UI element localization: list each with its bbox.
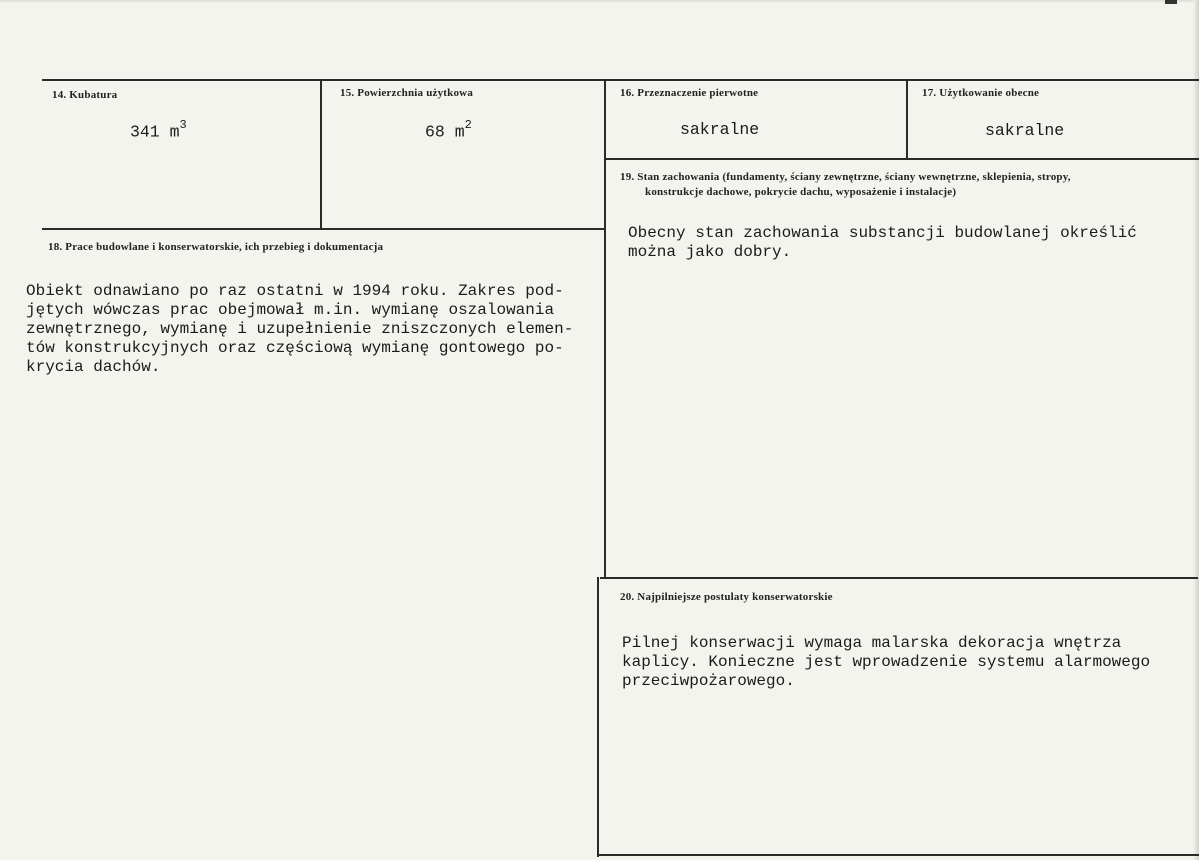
bottom-right-line <box>597 854 1199 856</box>
field-15-value <box>425 118 472 142</box>
line-above-19 <box>604 158 1199 160</box>
field-20-text <box>622 634 1150 691</box>
field-18-line: zewnętrznego, wymianę i uzupełnienie zniszczonych elemen- <box>26 320 574 338</box>
field-18-line: krycia dachów. <box>26 358 161 376</box>
field-19-text <box>628 224 1137 262</box>
field-16-label: 16. Przeznaczenie pierwotne <box>620 87 759 99</box>
field-19-line: można jako dobry. <box>628 243 792 261</box>
field-20-line: kaplicy. Konieczne jest wprowadzenie systemu alarmowego <box>622 653 1151 671</box>
field-14-exponent: 3 <box>179 118 187 132</box>
line-above-20 <box>600 577 1198 579</box>
field-19-label-line1: 19. Stan zachowania (fundamenty, ściany zewnętrzne, ściany wewnętrzne, sklepienia, stropy, <box>620 171 1071 183</box>
field-18-line: jętych wówczas prac obejmował m.in. wymianę oszalowania <box>26 301 555 319</box>
corner-mark <box>1165 0 1177 4</box>
divider-15-16 <box>604 79 606 579</box>
field-19-line: Obecny stan zachowania substancji budowlanej określić <box>628 224 1137 242</box>
top-border-line <box>42 79 1199 81</box>
field-17-value: sakralne <box>985 121 1065 140</box>
line-above-18 <box>42 228 605 230</box>
card-right-edge <box>1193 0 1199 860</box>
divider-14-15 <box>320 79 322 229</box>
divider-16-17 <box>906 79 908 159</box>
card-top-edge <box>0 0 1199 3</box>
field-18-line: tów konstrukcyjnych oraz częściową wymianę gontowego po- <box>26 339 564 357</box>
field-19-label-line2: konstrukcje dachowe, pokrycie dachu, wyposażenie i instalacje) <box>645 186 957 198</box>
divider-18-20 <box>597 577 599 857</box>
field-17-label: 17. Użytkowanie obecne <box>922 87 1040 99</box>
field-15-label: 15. Powierzchnia użytkowa <box>340 87 474 99</box>
field-14-number: 341 m <box>130 122 180 142</box>
field-20-label: 20. Najpilniejsze postulaty konserwatorskie <box>620 591 833 603</box>
field-18-label: 18. Prace budowlane i konserwatorskie, ich przebieg i dokumentacja <box>48 241 384 253</box>
field-16-value: sakralne <box>680 120 760 139</box>
field-20-line: Pilnej konserwacji wymaga malarska dekoracja wnętrza <box>622 634 1122 652</box>
field-18-line: Obiekt odnawiano po raz ostatni w 1994 roku. Zakres pod- <box>26 282 564 300</box>
field-18-text <box>26 282 573 377</box>
field-20-line: przeciwpożarowego. <box>622 672 795 690</box>
field-15-exponent: 2 <box>464 118 472 132</box>
field-14-value <box>130 118 187 142</box>
field-14-label: 14. Kubatura <box>52 89 118 101</box>
field-15-number: 68 m <box>425 122 465 142</box>
